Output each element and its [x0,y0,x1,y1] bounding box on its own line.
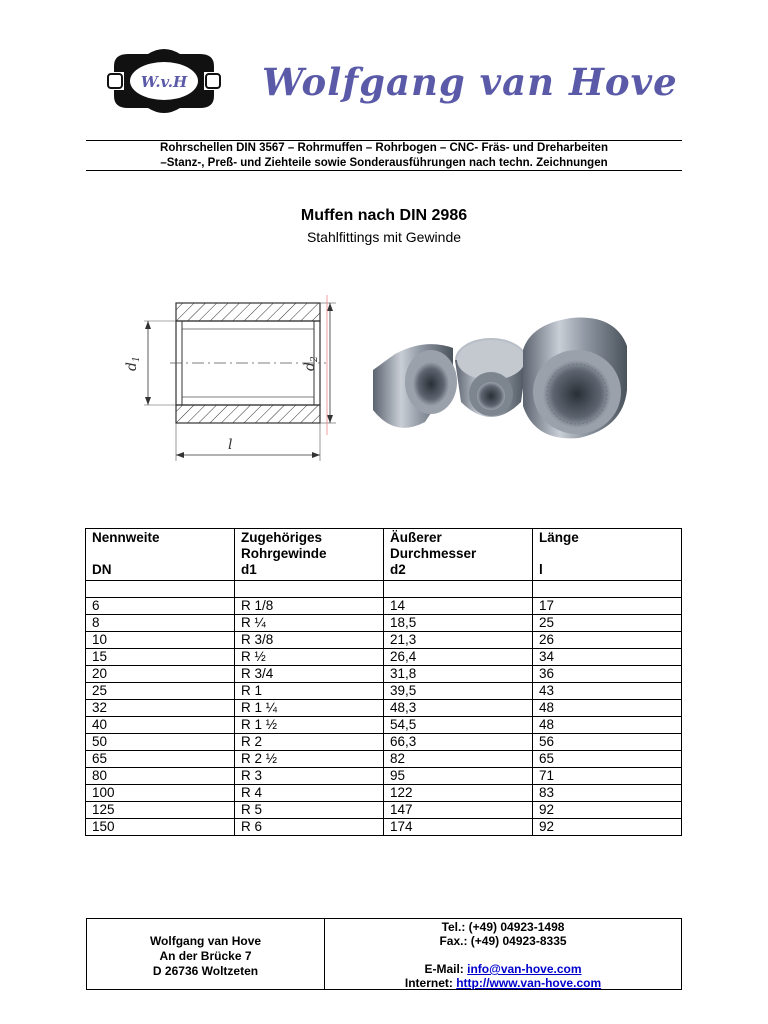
cell-l: 65 [533,751,682,768]
cell-dn: 6 [86,598,235,615]
header-rule-bottom [86,170,682,171]
spec-table [85,528,682,836]
cell-d1: R 4 [235,785,384,802]
cell-l: 36 [533,666,682,683]
email-link[interactable]: info@van-hove.com [467,962,582,976]
footer-internet-line: Internet: http://www.van-hove.com [404,976,602,990]
table-row [86,785,682,802]
document-title: Muffen nach DIN 2986 [300,207,468,224]
footer-city: D 26736 Woltzeten [152,964,259,978]
cell-d2: 18,5 [384,615,533,632]
cell-l: 56 [533,734,682,751]
cell-dn: 25 [86,683,235,700]
label-d1: $d_1$ [124,356,142,371]
cell-dn: 15 [86,649,235,666]
cell-dn: 20 [86,666,235,683]
cell-d1: R 1 ½ [235,717,384,734]
cell-l: 92 [533,819,682,836]
footer-tel: Tel.: (+49) 04923-1498 [441,920,565,934]
table-row [86,734,682,751]
cell-d2: 66,3 [384,734,533,751]
cell-l: 17 [533,598,682,615]
logo-seal [104,42,224,120]
cell-d1: R 5 [235,802,384,819]
cell-dn: 65 [86,751,235,768]
table-spacer-row [86,581,682,598]
cell-d1: R ¼ [235,615,384,632]
cell-d1: R 2 ½ [235,751,384,768]
cell-d2: 174 [384,819,533,836]
cell-dn: 125 [86,802,235,819]
table-row [86,717,682,734]
logo-monogram: W.v.H [140,73,188,91]
tagline-line-1: Rohrschellen DIN 3567 – Rohrmuffen – Rohrbogen – CNC- Fräs- und Dreharbeiten [160,142,608,154]
footer-name: Wolfgang van Hove [149,934,262,948]
header-nennweite: Nennweite DN [86,529,235,581]
document-subtitle: Stahlfittings mit Gewinde [306,229,462,245]
cell-l: 83 [533,785,682,802]
label-d2: $d_2$ [302,356,320,371]
cell-l: 92 [533,802,682,819]
table-row [86,598,682,615]
cell-d1: R 1/8 [235,598,384,615]
cell-d1: R 2 [235,734,384,751]
table-header-row [86,529,682,581]
cell-d1: R 3/4 [235,666,384,683]
cell-d1: R 6 [235,819,384,836]
table-row [86,751,682,768]
cell-d2: 122 [384,785,533,802]
table-row [86,768,682,785]
cell-d1: R 3/8 [235,632,384,649]
cell-dn: 40 [86,717,235,734]
cell-dn: 50 [86,734,235,751]
cell-d1: R ½ [235,649,384,666]
cell-dn: 150 [86,819,235,836]
cell-d1: R 1 ¼ [235,700,384,717]
cell-l: 71 [533,768,682,785]
cell-d2: 21,3 [384,632,533,649]
footer-address [87,919,325,989]
table-row [86,802,682,819]
cell-d2: 14 [384,598,533,615]
footer-street: An der Brücke 7 [159,949,252,963]
table-row [86,615,682,632]
cell-d2: 147 [384,802,533,819]
cell-dn: 8 [86,615,235,632]
company-name: Wolfgang van Hove [262,60,678,104]
table-row [86,666,682,683]
tagline [86,141,682,171]
table-row [86,683,682,700]
product-photo [365,310,635,445]
cell-l: 48 [533,717,682,734]
footer-email-line: E-Mail: info@van-hove.com [424,962,582,976]
table-row [86,632,682,649]
cell-d2: 95 [384,768,533,785]
footer-fax: Fax.: (+49) 04923-8335 [439,934,567,948]
table-row [86,649,682,666]
cell-l: 26 [533,632,682,649]
cell-d2: 26,4 [384,649,533,666]
cell-l: 43 [533,683,682,700]
tagline-line-2: –Stanz-, Preß- und Ziehteile sowie Sonderausführungen nach techn. Zeichnungen [160,157,608,169]
cell-l: 48 [533,700,682,717]
cell-d2: 31,8 [384,666,533,683]
footer-contact [325,919,681,989]
cell-d1: R 3 [235,768,384,785]
table-row [86,700,682,717]
cell-d2: 54,5 [384,717,533,734]
cell-d2: 48,3 [384,700,533,717]
cell-d2: 39,5 [384,683,533,700]
header-rohrgewinde: Zugehöriges Rohrgewinde d1 [235,529,384,581]
website-link[interactable]: http://www.van-hove.com [456,976,602,990]
footer-box [86,918,682,990]
cell-l: 25 [533,615,682,632]
label-l: l [228,437,233,453]
cell-l: 34 [533,649,682,666]
cell-d1: R 1 [235,683,384,700]
cell-dn: 100 [86,785,235,802]
cell-d2: 82 [384,751,533,768]
technical-drawing [110,285,350,465]
cell-dn: 32 [86,700,235,717]
header-durchmesser: Äußerer Durchmesser d2 [384,529,533,581]
header-laenge: Länge l [533,529,682,581]
cell-dn: 10 [86,632,235,649]
cell-dn: 80 [86,768,235,785]
table-row [86,819,682,836]
